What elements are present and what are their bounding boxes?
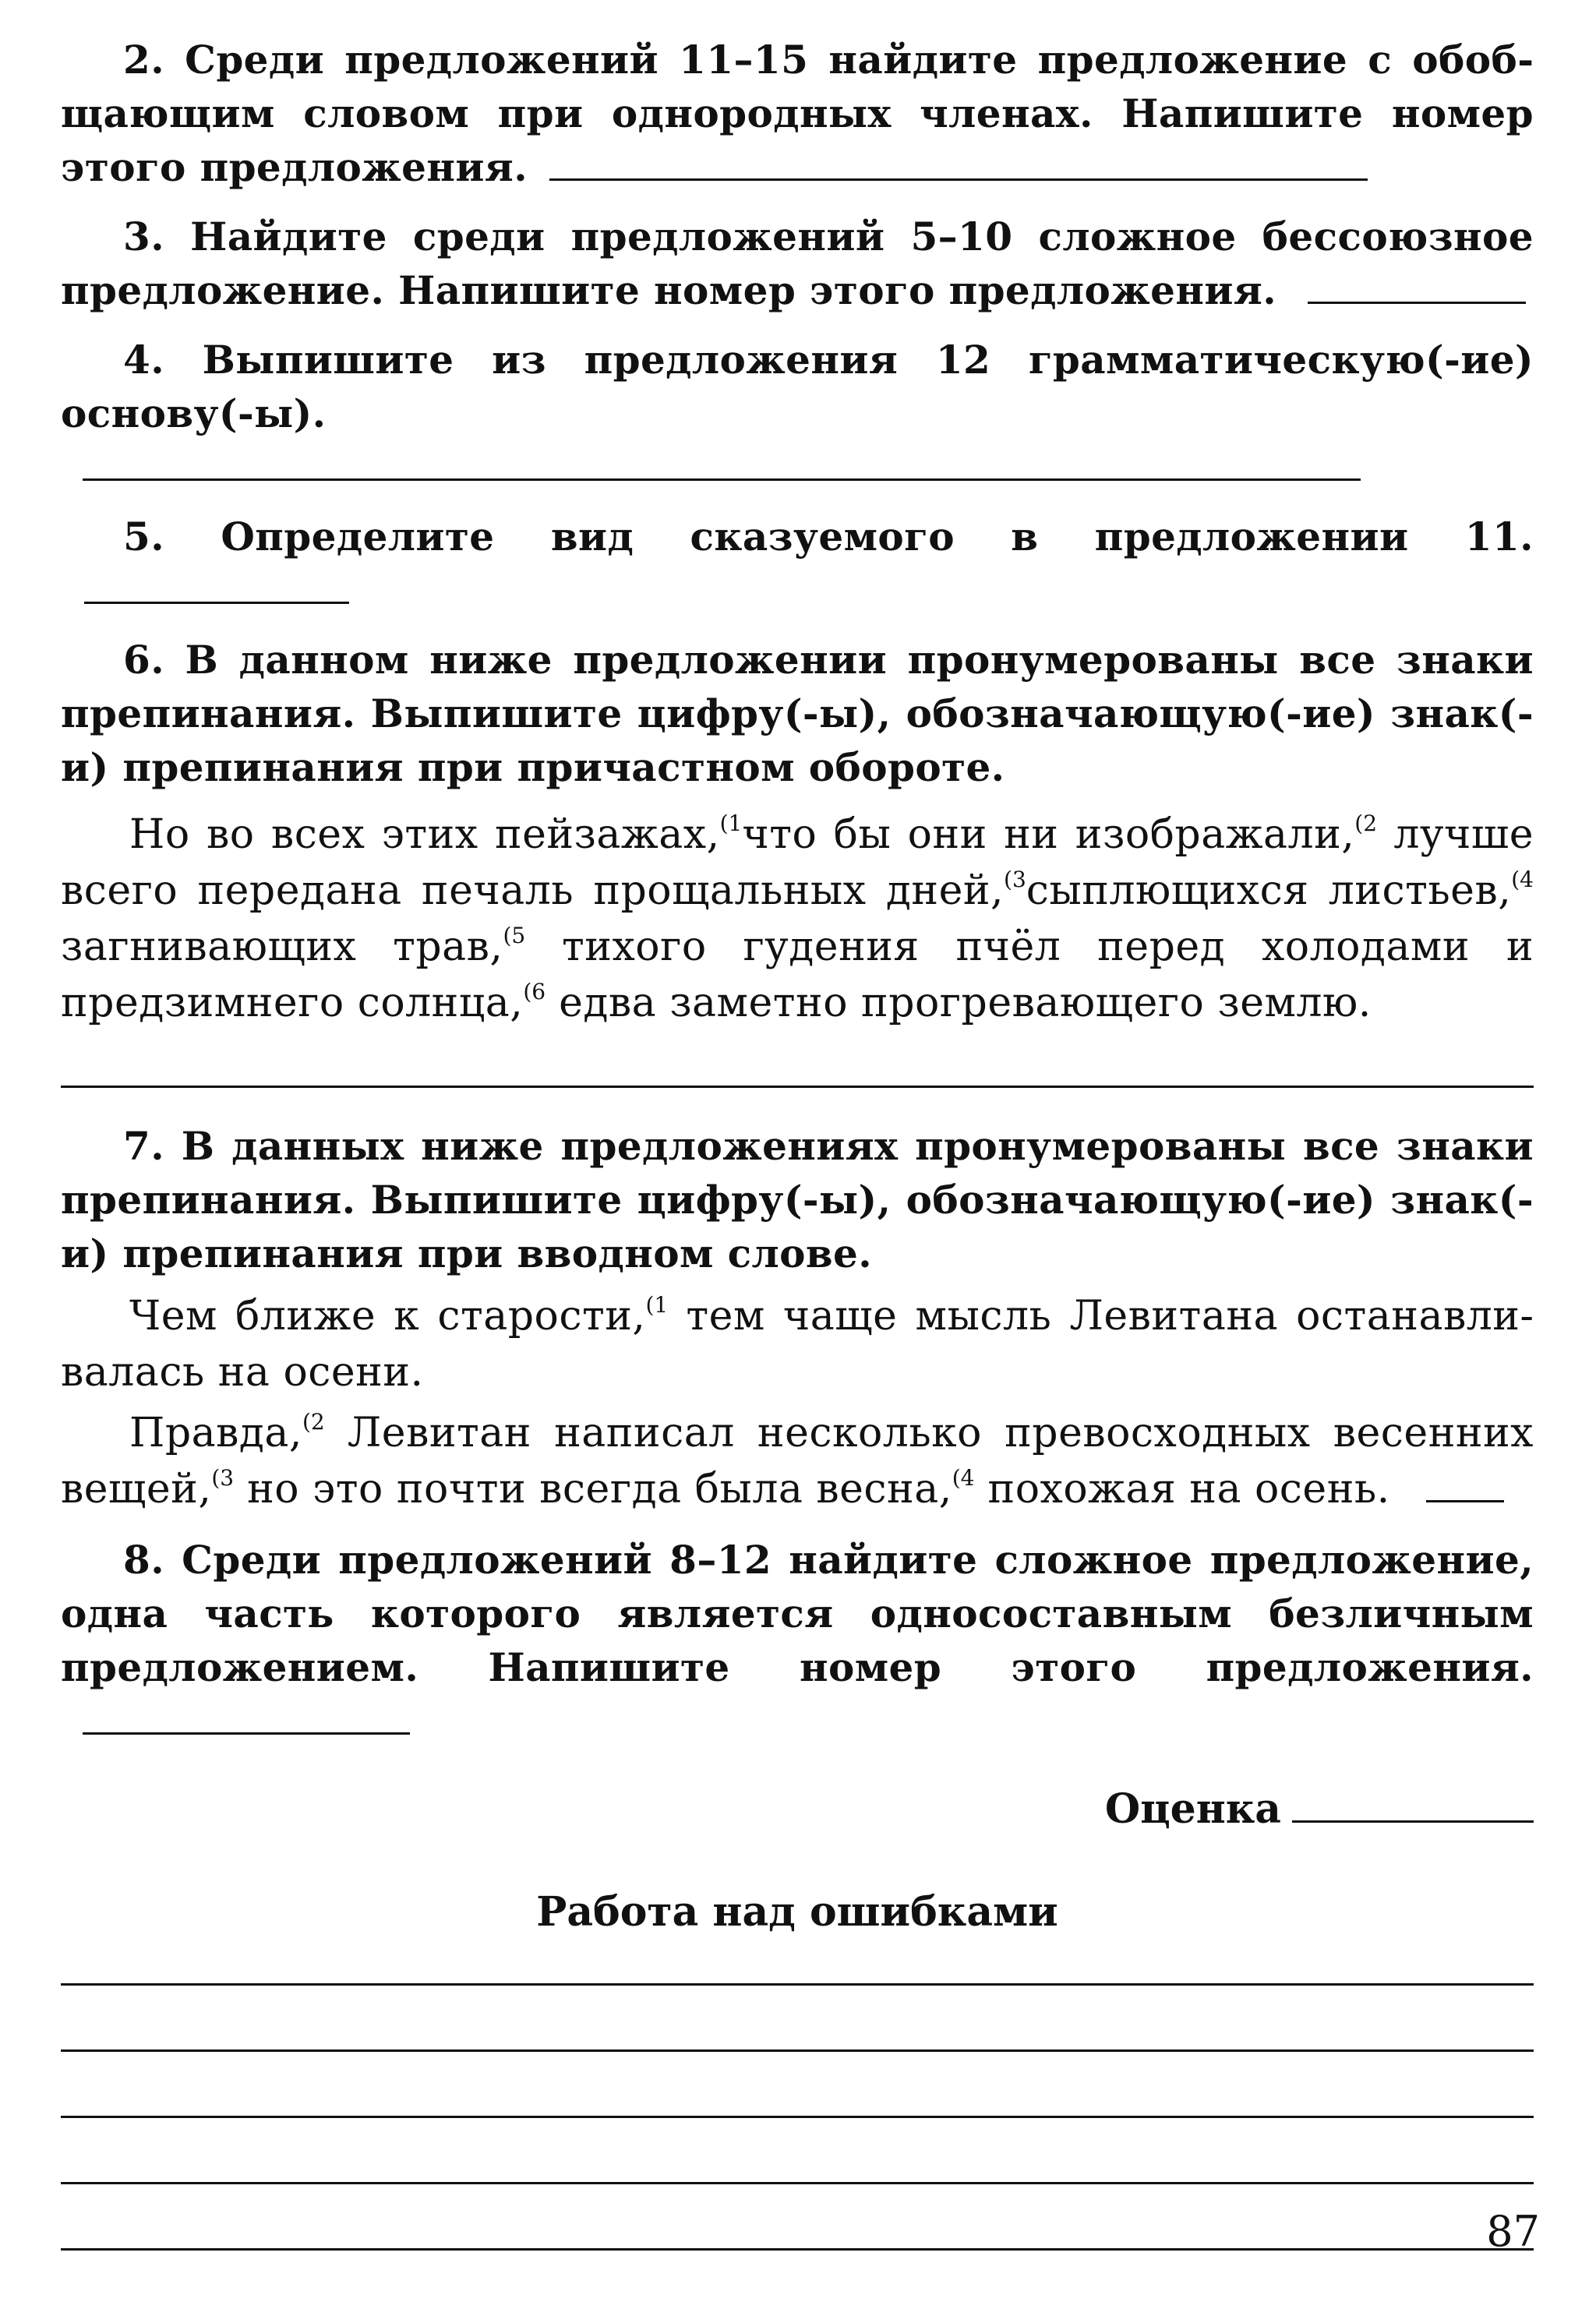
task-5-answer-line[interactable] xyxy=(84,578,349,604)
task-7-text: 7. В данных ниже предложениях пронумерованы все знаки препинания. Выпишите цифру(-ы), обозначающую(-ие) знак(-и) препинания при вводном слове. xyxy=(61,1123,1534,1276)
quote-7-s1-b: тем чаще мысль Левитана останавливалась на осени. xyxy=(61,1293,1534,1396)
task-4-text: 4. Выпишите из предложения 12 грамматическую(-ие) основу(-ы). xyxy=(61,337,1534,436)
task-2-answer-line[interactable] xyxy=(549,155,1368,181)
task-4 xyxy=(61,333,1534,494)
worksheet-page xyxy=(61,33,1534,2251)
task-8 xyxy=(61,1533,1534,1748)
mark-7-3: (3 xyxy=(211,1465,235,1491)
quote-6-part-7: едва заметно прогревающего землю. xyxy=(559,980,1372,1026)
task-6-quote xyxy=(61,807,1534,1031)
mark-6: (6 xyxy=(523,979,546,1004)
mark-5: (5 xyxy=(503,923,526,948)
quote-7-s2-c: но это почти всегда была весна, xyxy=(247,1466,952,1513)
task-2-text: 2. Среди предложений 11–15 найдите предложение с обобщающим словом при однородных членах. Напишите номер этого предложения. xyxy=(61,37,1534,190)
grade-row xyxy=(61,1782,1534,1837)
mark-7-2: (2 xyxy=(302,1409,325,1435)
writing-line[interactable] xyxy=(61,2116,1534,2118)
mark-1: (1 xyxy=(719,810,743,836)
quote-6-part-3: лучше всего передана печаль прощальных дней, xyxy=(61,811,1534,914)
page-number: 87 xyxy=(1486,2207,1540,2256)
task-5-text: 5. Определите вид сказуемого в предложении 11. xyxy=(123,514,1534,560)
task-6-text: 6. В данном ниже предложении пронумерованы все знаки препинания. Выпишите цифру(-ы), обозначающую(-ие) знак(-и) препинания при причастном обороте. xyxy=(61,637,1534,790)
mark-7-1: (1 xyxy=(645,1292,669,1318)
mark-2: (2 xyxy=(1354,810,1378,836)
quote-7-s2-b: Левитан написал несколько превосходных весенних вещей, xyxy=(61,1410,1534,1513)
task-7 xyxy=(61,1119,1534,1280)
mark-3: (3 xyxy=(1004,867,1026,892)
quote-6-part-6: тихого гудения пчёл перед холодами и предзимнего солнца, xyxy=(61,923,1534,1026)
task-8-answer-line[interactable] xyxy=(83,1709,410,1735)
quote-7-s2-a: Правда, xyxy=(129,1410,302,1456)
writing-line[interactable] xyxy=(61,2182,1534,2184)
errors-lines xyxy=(61,1983,1534,2251)
mark-7-4: (4 xyxy=(952,1465,975,1491)
writing-line[interactable] xyxy=(61,2248,1534,2251)
writing-line[interactable] xyxy=(61,2049,1534,2052)
task-3-text: 3. Найдите среди предложений 5–10 сложное бессоюзное предложение. Напишите номер этого предложения. xyxy=(61,214,1534,313)
task-6 xyxy=(61,633,1534,794)
quote-6-part-1: Но во всех этих пейзажах, xyxy=(129,811,720,858)
task-3 xyxy=(61,210,1534,317)
task-7-quote-1 xyxy=(61,1288,1534,1400)
task-7-answer-line[interactable] xyxy=(1426,1477,1504,1502)
quote-6-part-5: загнивающих трав, xyxy=(61,923,503,970)
task-5 xyxy=(61,510,1534,617)
errors-heading: Работа над ошибками xyxy=(536,1888,1058,1936)
task-4-answer-line[interactable] xyxy=(83,455,1361,481)
quote-7-s1-a: Чем ближе к старости, xyxy=(129,1293,646,1340)
task-3-answer-line[interactable] xyxy=(1308,278,1526,304)
writing-line[interactable] xyxy=(61,1983,1534,1986)
task-8-text: 8. Среди предложений 8–12 найдите сложное предложение, одна часть которого является односоставным безличным предложением. Напишите номер этого предложения. xyxy=(61,1537,1534,1690)
quote-6-part-2: что бы они ни изображали, xyxy=(742,811,1355,858)
task-7-quote-2 xyxy=(61,1405,1534,1517)
task-6-answer-line[interactable] xyxy=(61,1086,1534,1088)
grade-label: Оценка xyxy=(1104,1785,1281,1833)
task-2 xyxy=(61,33,1534,194)
quote-6-part-4: сыплющихся листьев, xyxy=(1026,867,1512,914)
mark-4: (4 xyxy=(1511,867,1534,892)
grade-line[interactable] xyxy=(1292,1797,1534,1823)
quote-7-s2-d: похожая на осень. xyxy=(987,1466,1390,1513)
